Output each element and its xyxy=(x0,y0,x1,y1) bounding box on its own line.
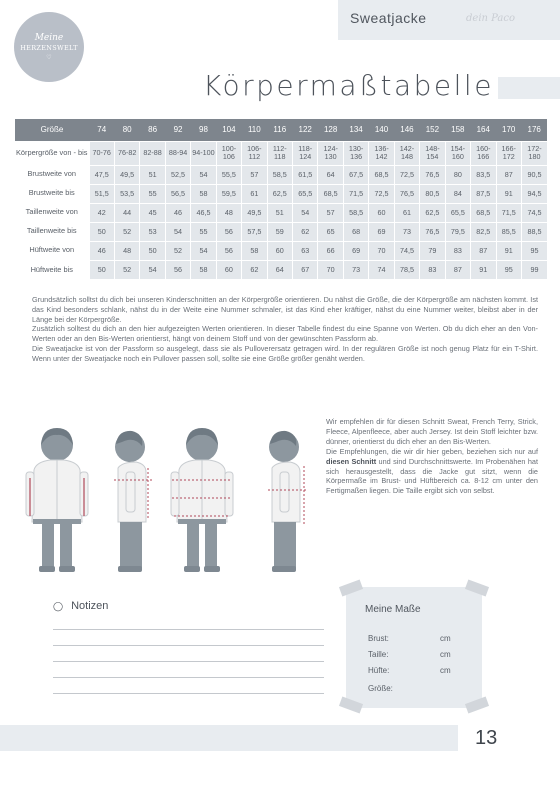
note-line[interactable] xyxy=(53,629,324,630)
notes-title: Notizen xyxy=(71,600,109,612)
table-cell: 56 xyxy=(165,260,190,279)
figure-front xyxy=(26,428,88,572)
page-title: Körpermaßtabelle xyxy=(203,69,494,102)
table-cell: 87 xyxy=(471,241,496,260)
table-cell: 52 xyxy=(114,260,139,279)
table-cell: 94-100 xyxy=(191,141,216,165)
table-cell: 83,5 xyxy=(471,165,496,184)
table-row xyxy=(15,260,547,279)
figure-side-measured xyxy=(268,431,308,572)
measure-label-chest: Brust: xyxy=(368,634,389,643)
logo-line2: HERZENSWELT xyxy=(20,44,78,52)
size-header: 164 xyxy=(471,119,496,141)
table-cell: 66 xyxy=(318,241,343,260)
table-cell: 54 xyxy=(191,165,216,184)
note-line[interactable] xyxy=(53,661,324,662)
table-cell: 45 xyxy=(140,203,165,222)
table-cell: 80 xyxy=(445,165,470,184)
figure-front-measured xyxy=(171,428,233,572)
table-cell: 52 xyxy=(165,241,190,260)
table-cell: 58,5 xyxy=(267,165,292,184)
table-cell: 69 xyxy=(369,222,394,241)
table-cell: 47,5 xyxy=(89,165,114,184)
size-header: 152 xyxy=(420,119,445,141)
table-cell: 58 xyxy=(191,184,216,203)
page-number: 13 xyxy=(475,727,498,749)
table-cell: 60 xyxy=(369,203,394,222)
header-brand: dein Paco xyxy=(466,13,515,24)
table-cell: 68,5 xyxy=(369,165,394,184)
table-cell: 52,5 xyxy=(165,165,190,184)
table-cell: 60 xyxy=(216,260,241,279)
table-cell: 62 xyxy=(242,260,267,279)
table-cell: 88-94 xyxy=(165,141,190,165)
table-cell: 61 xyxy=(394,203,419,222)
row-label: Brustweite von xyxy=(15,165,89,184)
table-cell: 62 xyxy=(293,222,318,241)
table-cell: 49,5 xyxy=(242,203,267,222)
measure-unit-waist: cm xyxy=(440,650,451,659)
table-cell: 79,5 xyxy=(445,222,470,241)
advice-paragraph xyxy=(326,447,538,497)
advice-text-part: Die Empfehlungen, die wir dir hier geben, beziehen sich nur auf xyxy=(326,446,538,456)
table-cell: 57,5 xyxy=(242,222,267,241)
measurements-card xyxy=(346,587,482,708)
table-cell: 46 xyxy=(89,241,114,260)
table-cell: 71,5 xyxy=(343,184,368,203)
table-cell: 46,5 xyxy=(191,203,216,222)
row-label: Brustweite bis xyxy=(15,184,89,203)
table-cell: 63 xyxy=(293,241,318,260)
table-cell: 54 xyxy=(140,260,165,279)
table-cell: 44 xyxy=(114,203,139,222)
table-cell: 52 xyxy=(114,222,139,241)
row-label: Körpergröße von - bis xyxy=(15,141,89,165)
table-cell: 51 xyxy=(267,203,292,222)
table-cell: 85,5 xyxy=(496,222,521,241)
table-cell: 67,5 xyxy=(343,165,368,184)
size-table xyxy=(15,119,547,279)
table-cell: 148-154 xyxy=(420,141,445,165)
table-cell: 82,5 xyxy=(471,222,496,241)
advice-text xyxy=(326,417,538,496)
table-cell: 70 xyxy=(369,241,394,260)
table-cell: 82-88 xyxy=(140,141,165,165)
intro-text xyxy=(32,295,538,364)
table-cell: 72,5 xyxy=(394,165,419,184)
tape-decoration xyxy=(339,697,363,714)
table-cell: 70-76 xyxy=(89,141,114,165)
size-header: 86 xyxy=(140,119,165,141)
table-cell: 136-142 xyxy=(369,141,394,165)
heart-icon: ♡ xyxy=(46,54,52,61)
table-cell: 65,5 xyxy=(293,184,318,203)
measure-unit-hip: cm xyxy=(440,666,451,675)
table-row xyxy=(15,222,547,241)
logo-line1: Meine xyxy=(34,33,64,43)
table-cell: 64 xyxy=(318,165,343,184)
table-cell: 51 xyxy=(140,165,165,184)
table-cell: 56 xyxy=(216,222,241,241)
table-cell: 53,5 xyxy=(114,184,139,203)
table-cell: 59,5 xyxy=(216,184,241,203)
table-cell: 51,5 xyxy=(89,184,114,203)
table-cell: 68,5 xyxy=(471,203,496,222)
table-cell: 79 xyxy=(420,241,445,260)
tape-decoration xyxy=(465,697,489,714)
size-header: 158 xyxy=(445,119,470,141)
size-header: 104 xyxy=(216,119,241,141)
table-cell: 87 xyxy=(445,260,470,279)
size-header: 74 xyxy=(89,119,114,141)
table-cell: 46 xyxy=(165,203,190,222)
table-cell: 87,5 xyxy=(471,184,496,203)
table-cell: 62,5 xyxy=(267,184,292,203)
table-row xyxy=(15,141,547,165)
advice-text-part: und sind Durchschnittswerte. Im Probenähen hat sich herausgestellt, dass die Jacke gut sitzt, wenn die Körpermaße im Brust- und Hüftbereich ca. 8-12 cm unter den Fertigmaßen liegen. Die Taille ergibt sich von selbst. xyxy=(326,456,538,496)
note-line[interactable] xyxy=(53,645,324,646)
pin-icon: ◯ xyxy=(53,600,64,611)
advice-paragraph: Wir empfehlen dir für diesen Schnitt Sweat, French Terry, Strick, Fleece, Alpenfleece, aber auch Jersey. Ist dein Stoff leichter bzw. dünner, orientierst du dich eher an den Bis-Werten. xyxy=(326,417,538,446)
size-header: 110 xyxy=(242,119,267,141)
table-cell: 68,5 xyxy=(318,184,343,203)
table-cell: 65 xyxy=(318,222,343,241)
table-cell: 142-148 xyxy=(394,141,419,165)
table-cell: 57 xyxy=(242,165,267,184)
table-cell: 73 xyxy=(343,260,368,279)
table-cell: 95 xyxy=(521,241,547,260)
table-cell: 76,5 xyxy=(420,165,445,184)
table-cell: 55 xyxy=(140,184,165,203)
footer-band xyxy=(0,725,458,751)
table-cell: 69 xyxy=(343,241,368,260)
size-header: 116 xyxy=(267,119,292,141)
table-cell: 61 xyxy=(242,184,267,203)
table-cell: 91 xyxy=(496,184,521,203)
size-header: 146 xyxy=(394,119,419,141)
notes-heading xyxy=(53,600,108,612)
row-label: Taillenweite von xyxy=(15,203,89,222)
table-cell: 172-180 xyxy=(521,141,547,165)
table-row xyxy=(15,165,547,184)
table-cell: 58,5 xyxy=(343,203,368,222)
table-cell: 53 xyxy=(140,222,165,241)
size-header: 92 xyxy=(165,119,190,141)
table-header-row xyxy=(15,119,547,141)
tape-decoration xyxy=(339,580,363,597)
measure-label-waist: Taille: xyxy=(368,650,389,659)
table-cell: 78,5 xyxy=(394,260,419,279)
table-cell: 58 xyxy=(191,260,216,279)
note-line[interactable] xyxy=(53,693,324,694)
table-cell: 70 xyxy=(318,260,343,279)
table-cell: 73 xyxy=(394,222,419,241)
table-cell: 76-82 xyxy=(114,141,139,165)
table-cell: 42 xyxy=(89,203,114,222)
size-header: 134 xyxy=(343,119,368,141)
table-cell: 50 xyxy=(89,222,114,241)
row-label: Hüftweite von xyxy=(15,241,89,260)
table-cell: 56,5 xyxy=(165,184,190,203)
table-cell: 130-136 xyxy=(343,141,368,165)
table-cell: 124-130 xyxy=(318,141,343,165)
table-cell: 83 xyxy=(420,260,445,279)
measurements-title: Meine Maße xyxy=(365,604,421,615)
table-cell: 60 xyxy=(267,241,292,260)
table-cell: 83 xyxy=(445,241,470,260)
table-cell: 48 xyxy=(114,241,139,260)
table-cell: 88,5 xyxy=(521,222,547,241)
table-cell: 91 xyxy=(496,241,521,260)
table-cell: 87 xyxy=(496,165,521,184)
table-cell: 61,5 xyxy=(293,165,318,184)
table-body xyxy=(15,141,547,279)
table-cell: 64 xyxy=(267,260,292,279)
table-cell: 54 xyxy=(165,222,190,241)
table-cell: 80,5 xyxy=(420,184,445,203)
header-title: Sweatjacke xyxy=(350,10,427,26)
table-row xyxy=(15,241,547,260)
table-cell: 55 xyxy=(191,222,216,241)
table-cell: 50 xyxy=(140,241,165,260)
measure-label-hip: Hüfte: xyxy=(368,666,390,675)
table-cell: 50 xyxy=(89,260,114,279)
table-cell: 68 xyxy=(343,222,368,241)
table-cell: 84 xyxy=(445,184,470,203)
table-cell: 118-124 xyxy=(293,141,318,165)
measure-label-size: Größe: xyxy=(368,684,393,693)
table-cell: 74 xyxy=(369,260,394,279)
table-cell: 160-166 xyxy=(471,141,496,165)
size-header: 80 xyxy=(114,119,139,141)
table-cell: 62,5 xyxy=(420,203,445,222)
intro-paragraph: Die Sweatjacke ist von der Passform so ausgelegt, dass sie als Pulloverersatz getragen wird. In der regulären Größe ist noch genug Platz für ein T-Shirt. Wenn unter der Sweatjacke noch ein Pullover passen soll, sollte sie eine Größe größer genäht werden. xyxy=(32,343,538,363)
measure-unit-chest: cm xyxy=(440,634,451,643)
size-header: 140 xyxy=(369,119,394,141)
table-cell: 112-118 xyxy=(267,141,292,165)
table-cell: 106-112 xyxy=(242,141,267,165)
table-cell: 74,5 xyxy=(521,203,547,222)
table-cell: 67 xyxy=(293,260,318,279)
title-band xyxy=(498,77,560,99)
table-cell: 76,5 xyxy=(394,184,419,203)
table-cell: 55,5 xyxy=(216,165,241,184)
table-cell: 76,5 xyxy=(420,222,445,241)
table-cell: 56 xyxy=(216,241,241,260)
table-row xyxy=(15,203,547,222)
table-cell: 74,5 xyxy=(394,241,419,260)
intro-paragraph: Zusätzlich solltest du dich an den hier aufgezeigten Werten orientieren. In dieser Tabelle findest du eine Spanne von Werten. Ob du dich eher an den Von-Werten oder an den Bis-Werten orientierst, hängt von deinem Stoff und von der gewünschten Passform ab. xyxy=(32,324,538,344)
row-label: Hüftweite bis xyxy=(15,260,89,279)
size-header: 122 xyxy=(293,119,318,141)
table-cell: 58 xyxy=(242,241,267,260)
table-cell: 49,5 xyxy=(114,165,139,184)
table-cell: 72,5 xyxy=(369,184,394,203)
table-cell: 100-106 xyxy=(216,141,241,165)
row-label: Taillenweite bis xyxy=(15,222,89,241)
table-cell: 94,5 xyxy=(521,184,547,203)
table-row xyxy=(15,184,547,203)
size-header: 98 xyxy=(191,119,216,141)
logo xyxy=(14,12,84,82)
table-cell: 99 xyxy=(521,260,547,279)
size-header: 176 xyxy=(521,119,547,141)
table-cell: 71,5 xyxy=(496,203,521,222)
table-cell: 48 xyxy=(216,203,241,222)
figure-side xyxy=(114,431,152,572)
intro-paragraph: Grundsätzlich solltst du dich bei unseren Kinderschnitten an der Körpergröße orientieren. Du nähst die Größe, die der Körpergröße am nächsten kommt. Ist das Kind besonders schlank, nähst du in der Weite eine Nummer schmaler, ist das Kind eher kräftiger, nähst du eine Nummer weiter, bleibst aber in der Länge bei der Körpergröße. xyxy=(32,295,538,324)
table-cell: 54 xyxy=(293,203,318,222)
table-cell: 154-160 xyxy=(445,141,470,165)
table-cell: 91 xyxy=(471,260,496,279)
table-corner: Größe xyxy=(15,119,89,141)
table-cell: 90,5 xyxy=(521,165,547,184)
table-cell: 65,5 xyxy=(445,203,470,222)
tape-decoration xyxy=(465,580,489,597)
table-cell: 166-172 xyxy=(496,141,521,165)
size-header: 128 xyxy=(318,119,343,141)
measurement-figures xyxy=(22,420,318,580)
advice-emphasis: diesen Schnitt xyxy=(326,456,377,466)
note-line[interactable] xyxy=(53,677,324,678)
table-cell: 54 xyxy=(191,241,216,260)
table-cell: 57 xyxy=(318,203,343,222)
table-cell: 95 xyxy=(496,260,521,279)
table-cell: 59 xyxy=(267,222,292,241)
size-header: 170 xyxy=(496,119,521,141)
